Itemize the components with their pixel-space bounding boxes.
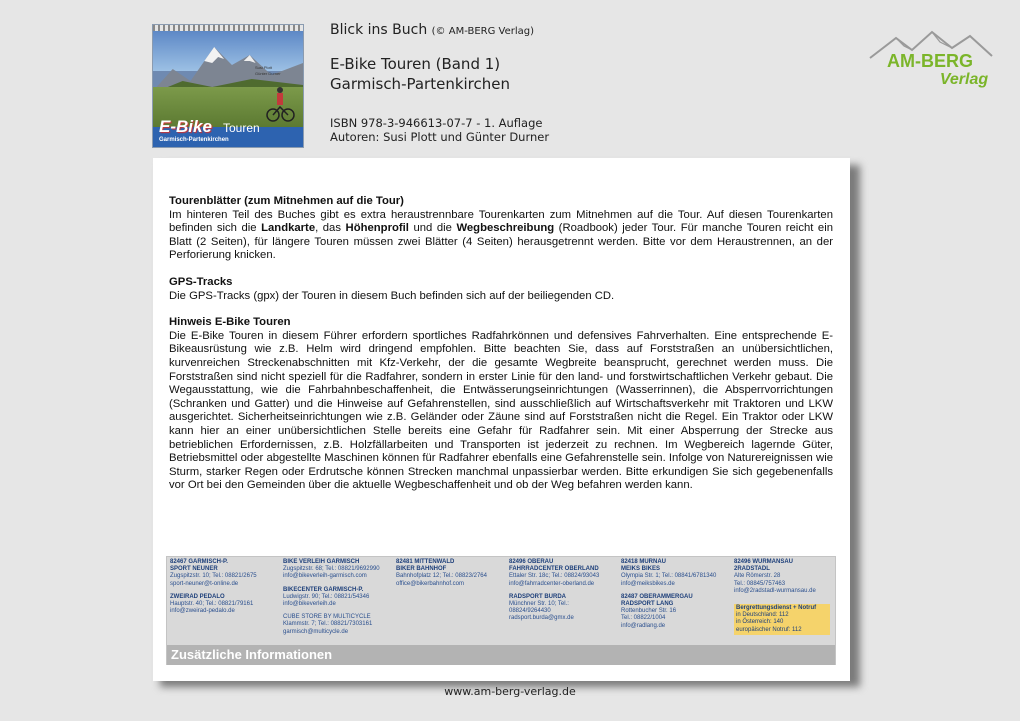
dealer-town: 82467 GARMISCH-P. — [170, 559, 228, 565]
am-berg-logo — [866, 26, 996, 96]
dealer-address: Hauptstr. 40; Tel.: 08821/79161 — [170, 601, 254, 608]
bold-hoehenprofil: Höhenprofil — [345, 222, 409, 235]
emergency-europe: europäischer Notruf: 112 — [736, 626, 802, 633]
preview-title: Blick ins Buch — [330, 22, 428, 38]
dealer-name: RADSPORT BURDA — [509, 593, 566, 600]
dealer-entry — [621, 559, 731, 588]
dealer-address: Olympia Str. 1; Tel.: 08841/6781340 — [621, 573, 717, 580]
publisher-note: (© AM-BERG Verlag) — [431, 26, 534, 37]
dealer-address: Alte Römerstr. 28 — [734, 573, 781, 580]
dealer-column-1 — [170, 559, 280, 621]
page-body — [169, 195, 833, 493]
dealer-column-2 — [283, 559, 393, 642]
dealer-address: Zugspitzstr. 10; Tel.: 08821/2675 — [170, 573, 257, 580]
dealer-column-4 — [509, 559, 619, 629]
dealer-name: CUBE STORE BY MULTICYCLE — [283, 614, 371, 621]
dealer-address: Bahnhofplatz 12; Tel.: 08823/2764 — [396, 573, 487, 580]
dealer-address: Ettaler Str. 18c; Tel.: 08824/93043 — [509, 573, 600, 580]
dealer-email: info@bikeverleih-garmisch.com — [283, 573, 367, 580]
cover-title-suffix: Touren — [223, 121, 260, 135]
dealer-box — [166, 556, 836, 665]
website-url[interactable]: www.am-berg-verlag.de — [444, 685, 576, 698]
dealer-email: garmisch@multicycle.de — [283, 628, 349, 635]
dealer-entry — [283, 587, 393, 609]
cover-title: E-Bike — [159, 117, 212, 136]
authors: Autoren: Susi Plott und Günter Durner — [330, 130, 550, 144]
paragraph-tourenblaetter — [169, 209, 833, 263]
paragraph-hinweis: Die E-Bike Touren in diesem Führer erfordern sportliches Radfahrkönnen und defensives Fahrverhalten. Eine entsprechende E-Bikeausrüstung wie z.B. Helm wird dringend empfohlen. Bitte beachten Sie, dass auf Forststraßen an unübersichtlichen, kurvenreichen Streckenabschnitten mit Kfz-Verkehr, der die gesamte Wegbreite beansprucht, gerechnet werden muss. Die Forststraßen sind nicht speziell für die Radfahrer, sondern in erster Linie für den land- und forstwirtschaftlichen Verkehr gebaut. Die Wegausstattung, wie die Fahrbahnbeschaffenheit, die Entwässerungseinrichtungen (Wasserrinnen), die Absperrvorrichtungen (Schranken und Gatter) und die Hinweise auf Gefahrenstellen, sind ausschließlich auf Wirtschaftsverkehr mit Traktoren und LKW ausgerichtet. Sicherheitseinrichtungen wie z.B. Geländer oder Zäune sind auf Forststraßen nicht die Regel. Ein Traktor oder LKW kann hier an einer unübersichtlichen Stelle bereits eine Gefahr für Radfahrer sein. Mit einer Absperrung der Strecke aus betrieblichen Erfordernissen, z.B. Holzfällarbeiten und Transporten ist jederzeit zu rechnen. Im Wegbereich lagernde Güter, Betriebsmittel oder abgestellte Maschinen können für Radfahrer ebenfalls eine Gefahrenstelle sein. Infolge von Naturereignissen wie Sturm, starker Regen oder Erdrutsche können Strecken manchmal unpassierbar werden. Bitte erkundigen Sie sich gegebenenfalls vor Ort bei den Gemeinden über die aktuelle Wegbeschaffenheit und ob der Weg befahren werden kann. — [169, 329, 833, 492]
dealer-phone: Tel.: 08822/1004 — [621, 615, 666, 622]
dealer-entry — [283, 614, 393, 636]
dealer-name: BIKER BAHNHOF — [396, 566, 447, 573]
text-span: (Roadbook) jeder Tour. Für manche Touren reicht ein Blatt (2 Seiten), für längere Touren müssen zwei Blätter (4 Seiten) herausgetrennt werden. Bitte vor dem Heraustrennen, an der Perforierung knicken. — [169, 222, 833, 262]
book-cover-image — [152, 24, 304, 148]
book-page — [153, 158, 850, 681]
mountain-logo-icon — [866, 26, 996, 96]
dealer-name: RADSPORT LANG — [621, 601, 674, 608]
dealer-address: Klammstr. 7; Tel.: 08821/7303161 — [283, 621, 373, 628]
dealer-town: 82496 OBERAU — [509, 559, 554, 565]
heading-tourenblaetter: Tourenblätter (zum Mitnehmen auf die Tour) — [169, 195, 404, 207]
dealer-entry — [509, 559, 619, 588]
dealer-entry — [509, 594, 619, 623]
dealer-town: 82496 WURMANSAU — [734, 559, 794, 565]
cyclist-illustration — [265, 83, 295, 123]
dealer-email: info@radlang.de — [621, 622, 666, 629]
emergency-box — [734, 604, 830, 635]
book-subtitle: Garmisch-Partenkirchen — [330, 75, 511, 93]
dealer-email: sport-neuner@t-online.de — [170, 580, 239, 587]
dealer-email: info@meiksbikes.de — [621, 580, 675, 587]
dealer-phone: Tel.: 08845/757463 — [734, 580, 786, 587]
cover-author-1: Susi Plott — [255, 65, 272, 70]
dealer-phone: 08824/9264430 — [509, 608, 551, 615]
isbn: ISBN 978-3-946613-07-7 - 1. Auflage — [330, 116, 543, 130]
bold-landkarte: Landkarte — [261, 222, 316, 235]
dealer-column-3 — [396, 559, 506, 594]
dealer-email: info@zweirad-pedalo.de — [170, 608, 235, 615]
dealer-name: FAHRRADCENTER OBERLAND — [509, 566, 599, 573]
dealer-email: info@fahrradcenter-oberland.de — [509, 580, 595, 587]
dealer-address: Münchner Str. 10; Tel.: — [509, 601, 569, 608]
dealer-town: 82418 MURNAU — [621, 559, 667, 565]
dealer-column-6 — [734, 559, 844, 601]
dealer-entry — [734, 559, 844, 595]
text-span: und die — [408, 222, 457, 235]
dealer-address: Ludwigstr. 90; Tel.: 08821/54346 — [283, 593, 370, 600]
emergency-germany: in Deutschland: 112 — [736, 612, 789, 619]
dealer-email: info@2radstadl-wurmansau.de — [734, 587, 816, 594]
text-span: Im hinteren Teil des Buches gibt es extra heraustrennbare Tourenkarten zum Mitnehmen auf die Tour. Auf diesen Tourenkarten befinden sich die — [169, 208, 833, 235]
dealer-name: 2RADSTADL — [734, 566, 770, 573]
paragraph-gps: Die GPS-Tracks (gpx) der Touren in diesem Buch befinden sich auf der beiliegenden CD. — [169, 289, 615, 302]
logo-text-verlag: Verlag — [939, 71, 989, 88]
dealer-name: SPORT NEUNER — [170, 566, 218, 573]
logo-text-amberg: AM-BERG — [887, 51, 973, 71]
dealer-entry — [621, 594, 731, 630]
dealer-name: ZWEIRAD PEDALO — [170, 593, 225, 600]
dealer-entry — [170, 594, 280, 616]
cover-subtitle: Garmisch-Partenkirchen — [159, 137, 229, 143]
dealer-address: Rottenbucher Str. 16 — [621, 608, 677, 615]
emergency-heading: Bergrettungsdienst + Notruf — [736, 605, 817, 611]
preview-label — [330, 22, 534, 38]
dealer-column-5 — [621, 559, 731, 636]
book-title: E-Bike Touren (Band 1) — [330, 55, 501, 73]
dealer-entry — [170, 559, 280, 588]
dealer-name: BIKECENTER GARMISCH-P. — [283, 586, 364, 593]
dealer-name: BIKE VERLEIH GARMISCH — [283, 559, 360, 565]
additional-info-banner: Zusätzliche Informationen — [167, 645, 835, 665]
dealer-town: 82481 MITTENWALD — [396, 559, 455, 565]
dealer-entry — [283, 559, 393, 581]
dealer-town: 82487 OBERAMMERGAU — [621, 593, 693, 600]
heading-gps: GPS-Tracks — [169, 275, 233, 288]
dealer-name: MEIKS BIKES — [621, 566, 661, 573]
dealer-email: radsport.burda@gmx.de — [509, 615, 574, 622]
heading-hinweis: Hinweis E-Bike Touren — [169, 316, 291, 329]
dealer-email: info@bikeverleih.de — [283, 601, 336, 608]
dealer-entry — [396, 559, 506, 588]
dealer-email: office@bikerbahnhof.com — [396, 580, 465, 587]
text-span: , das — [315, 222, 346, 235]
bold-wegbeschreibung: Wegbeschreibung — [456, 222, 555, 235]
emergency-austria: in Österreich: 140 — [736, 619, 784, 626]
dealer-address: Zugspitzstr. 68; Tel.: 08821/9692990 — [283, 566, 380, 573]
cover-author-2: Günter Durner — [255, 71, 281, 76]
